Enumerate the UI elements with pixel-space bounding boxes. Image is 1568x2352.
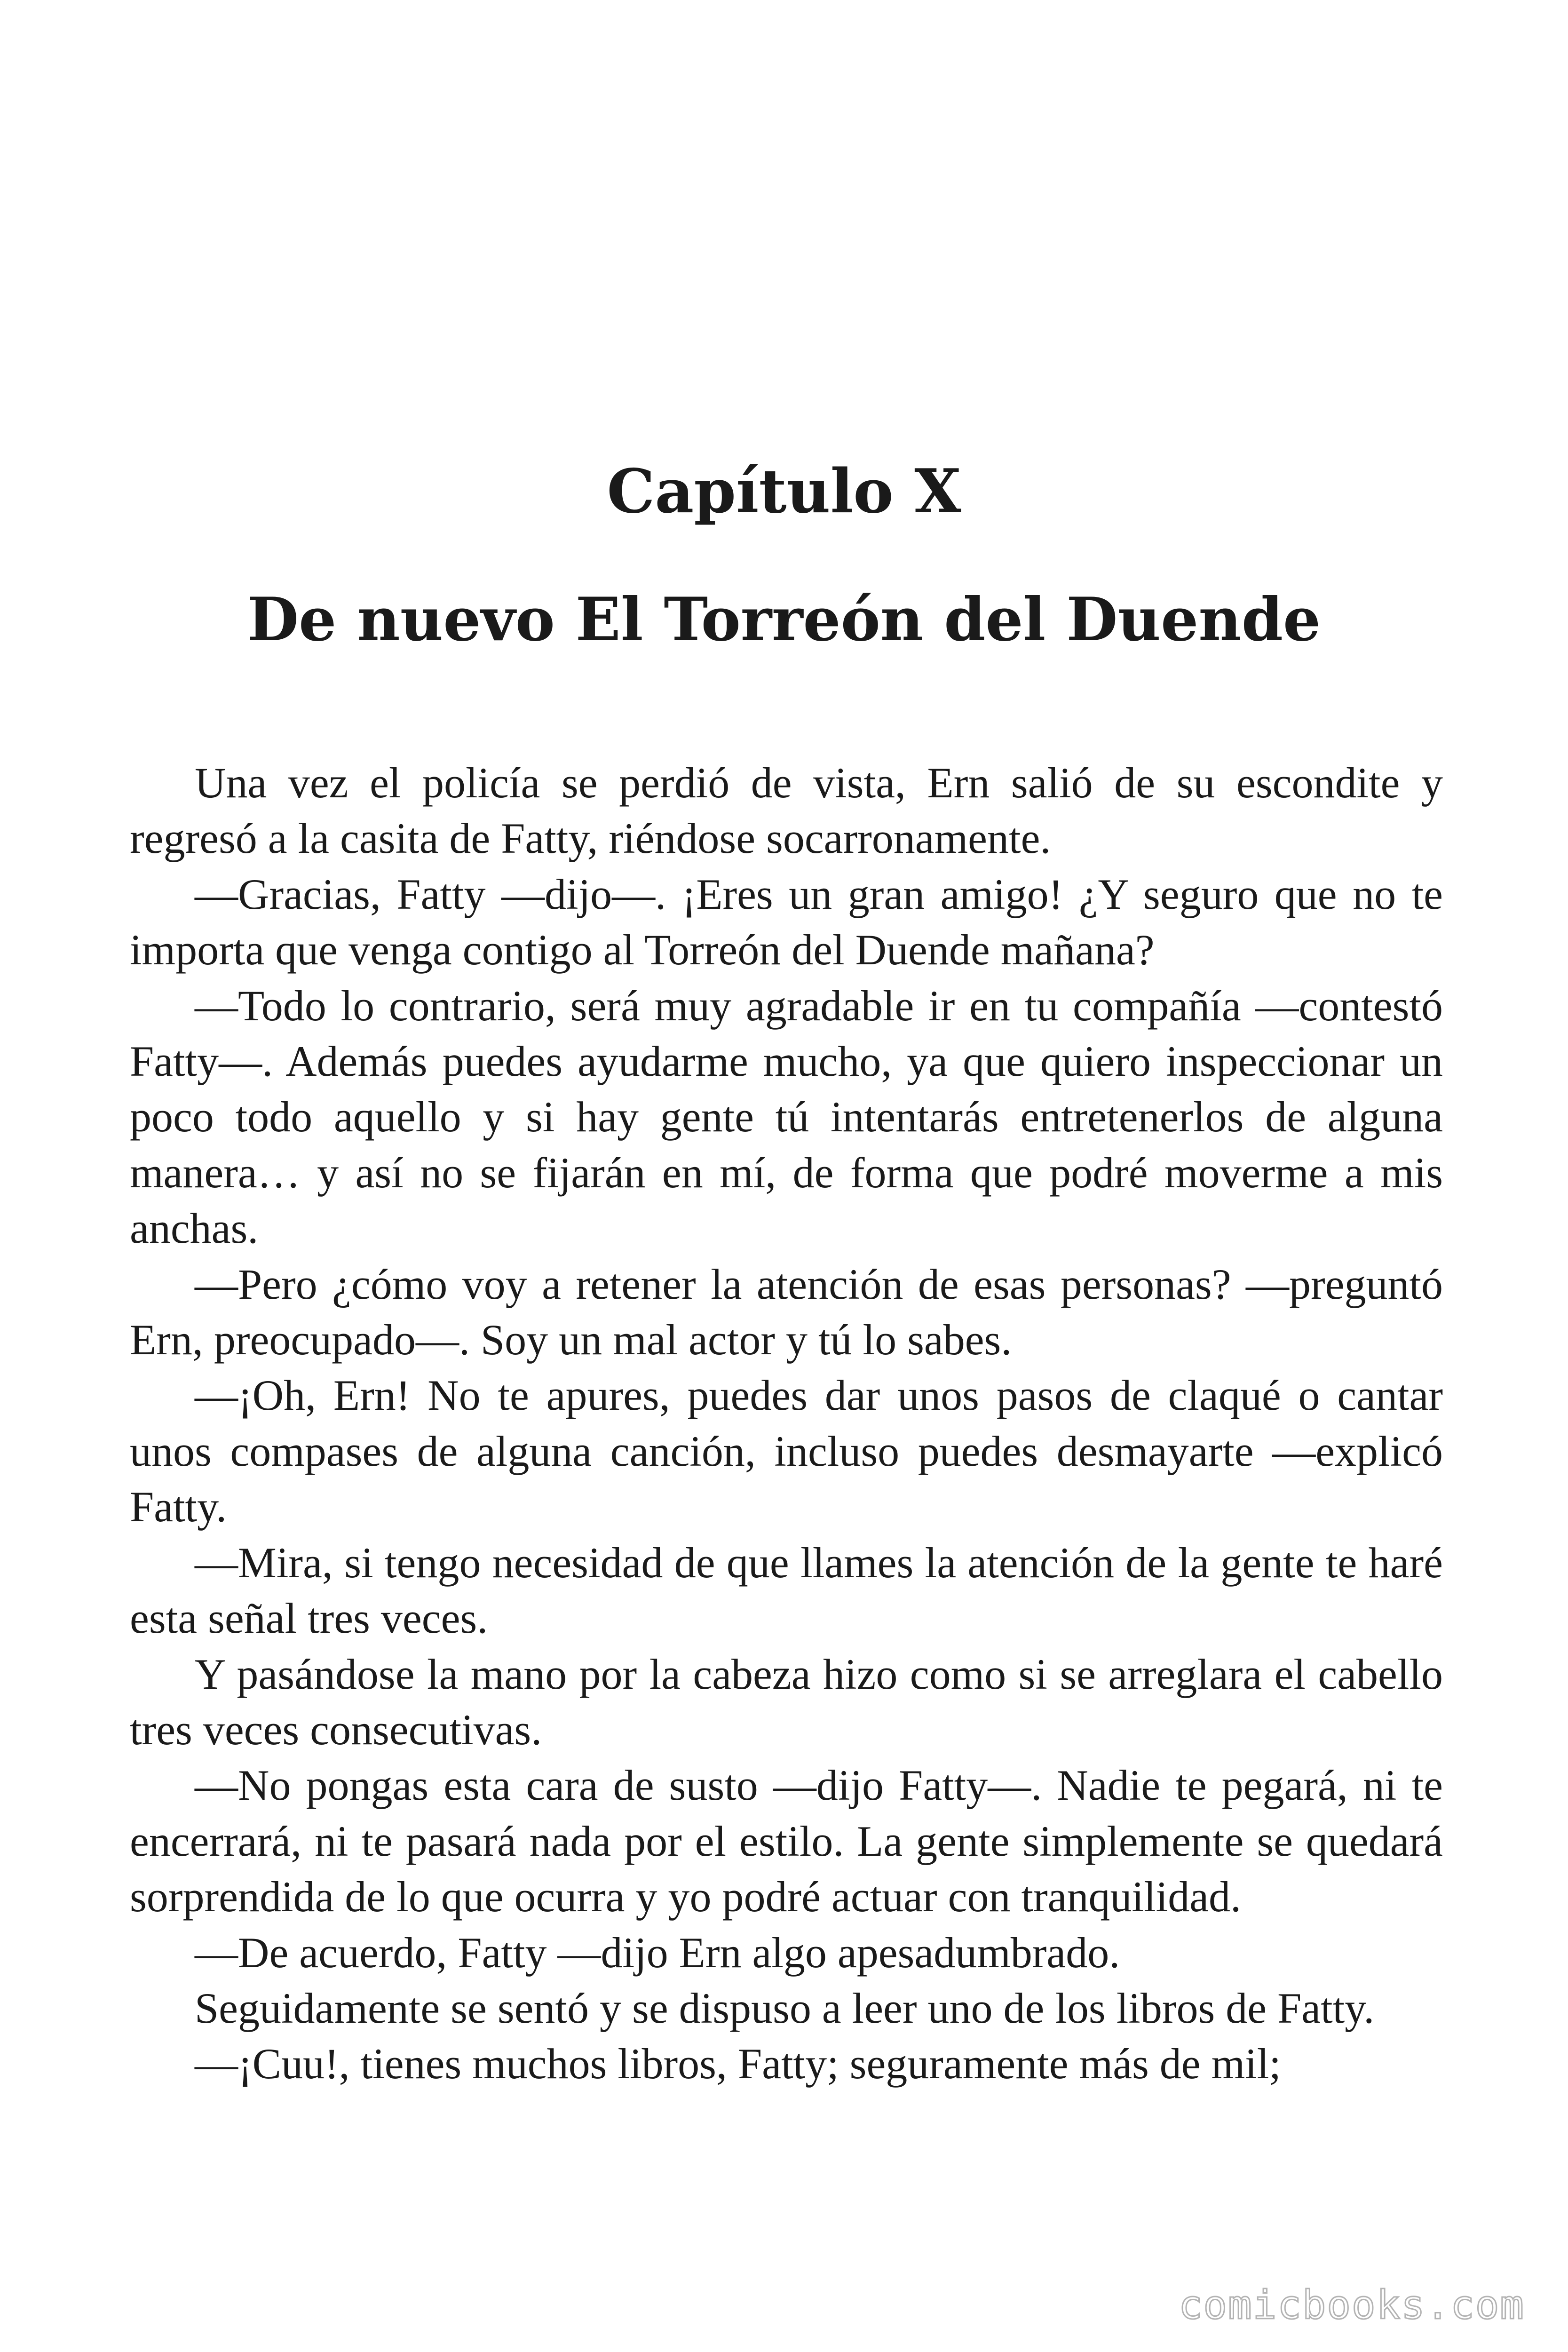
paragraph: —¡Cuu!, tienes muchos libros, Fatty; seguramente más de mil; xyxy=(195,2040,1281,2088)
watermark-logo: comicbooks.com xyxy=(1178,2282,1525,2328)
paragraph: —No pongas esta cara de susto —dijo Fatty—. Nadie te pegará, ni te encerrará, ni te pasará nada por el estilo. La gente simplemente se quedará sorprendida de lo que ocurra y yo podré actuar con tranquilidad. xyxy=(130,1761,1443,1921)
paragraph: —De acuerdo, Fatty —dijo Ern algo apesadumbrado. xyxy=(195,1928,1120,1977)
paragraph: —¡Oh, Ern! No te apures, puedes dar unos pasos de claqué o cantar unos compases de alguna canción, incluso puedes desmayarte —explicó Fatty. xyxy=(130,1371,1443,1531)
paragraph: —Gracias, Fatty —dijo—. ¡Eres un gran amigo! ¿Y seguro que no te importa que venga contigo al Torreón del Duende mañana? xyxy=(130,870,1443,974)
paragraph: Seguidamente se sentó y se dispuso a leer uno de los libros de Fatty. xyxy=(195,1984,1375,2032)
paragraph: Una vez el policía se perdió de vista, Ern salió de su escondite y regresó a la casita de Fatty, riéndose socarronamente. xyxy=(130,759,1443,863)
paragraph: —Pero ¿cómo voy a retener la atención de esas personas? —preguntó Ern, preocupado—. Soy un mal actor y tú lo sabes. xyxy=(130,1260,1443,1364)
chapter-title: De nuevo El Torreón del Duende xyxy=(247,585,1321,654)
chapter-body xyxy=(130,755,1443,2092)
paragraph: —Todo lo contrario, será muy agradable ir en tu compañía —contestó Fatty—. Además puedes ayudarme mucho, ya que quiero inspeccionar un poco todo aquello y si hay gente tú intentarás entretenerlos de alguna manera… y así no se fijarán en mí, de forma que podré moverme a mis anchas. xyxy=(130,981,1443,1253)
paragraph: —Mira, si tengo necesidad de que llames la atención de la gente te haré esta señal tres veces. xyxy=(130,1538,1443,1643)
chapter-number: Capítulo X xyxy=(607,456,961,527)
paragraph: Y pasándose la mano por la cabeza hizo como si se arreglara el cabello tres veces consecutivas. xyxy=(130,1650,1443,1754)
